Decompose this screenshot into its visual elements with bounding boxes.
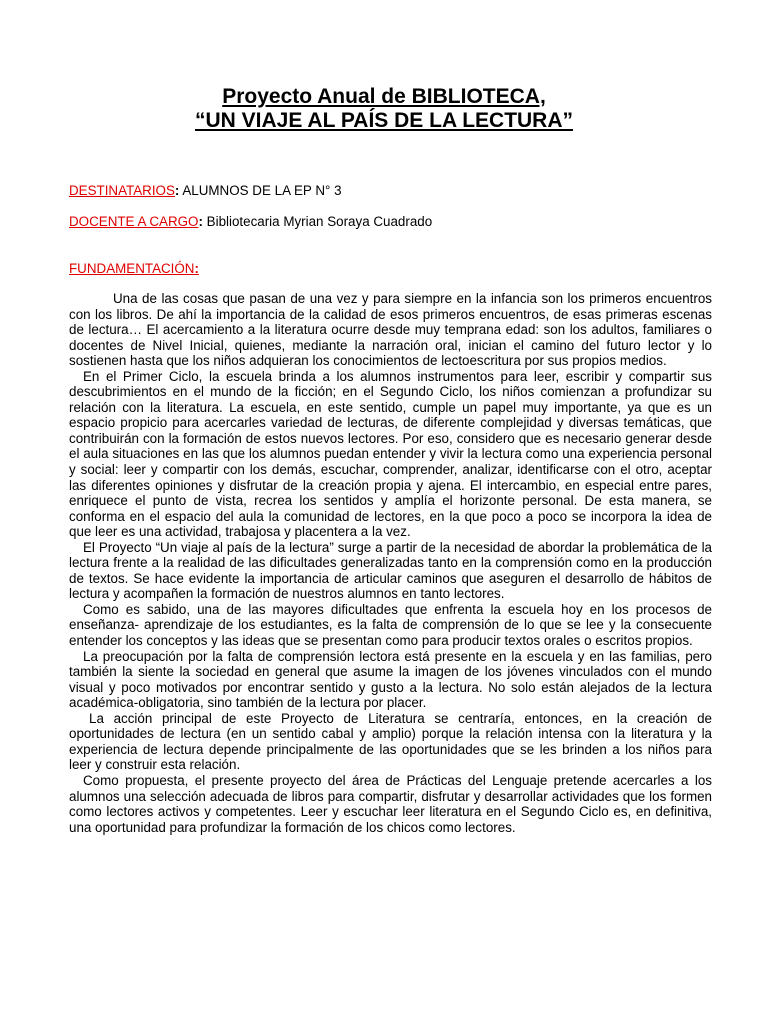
document-title-line-2: “UN VIAJE AL PAÍS DE LA LECTURA” (194, 109, 574, 132)
destinatarios-colon: : (174, 183, 180, 198)
paragraph-6: La acción principal de este Proyecto de Literatura se centraría, entonces, en la creación de oportunidades de lectura (en un sentido cabal y amplio) porque la relación intensa con la literatura y la experiencia de lectura depende principalmente de las oportunidades que se les brinden a los niños para leer y construir esta relación. (69, 710, 712, 773)
document-title-line-1: Proyecto Anual de BIBLIOTECA, (222, 85, 546, 108)
paragraph-4: Como es sabido, una de las mayores dificultades que enfrenta la escuela hoy en los procesos de enseñanza- aprendizaje de los estudiantes, es la falta de comprensión de lo que se lee y la consecuente entender los conceptos y las ideas que se presentan como para producir textos orales o escritos propios. (69, 601, 712, 649)
fundamentacion-body (69, 291, 712, 835)
paragraph-5: La preocupación por la falta de comprensión lectora está presente en la escuela y en las familias, pero también la siente la sociedad en general que asume la imagen de los jóvenes vinculados con el mundo visual y poco motivados por encontrar sentido y gusto a la lectura. No solo están alejados de la lectura académica-obligatoria, sino también de la lectura por placer. (69, 648, 712, 711)
fundamentacion-heading (69, 261, 199, 277)
destinatarios-value: ALUMNOS DE LA EP N° 3 (179, 183, 342, 198)
destinatarios-label: DESTINATARIOS (69, 183, 175, 198)
destinatarios-field (69, 183, 342, 199)
paragraph-3: El Proyecto “Un viaje al país de la lectura” surge a partir de la necesidad de abordar la problemática de la lectura frente a la realidad de las dificultades generalizadas tanto en la comprensión como en la producción de textos. Se hace evidente la importancia de articular caminos que aseguren el desarrollo de hábitos de lectura y acompañen la formación de nuestros alumnos en tanto lectores. (69, 539, 712, 602)
paragraph-2: En el Primer Ciclo, la escuela brinda a los alumnos instrumentos para leer, escribir y compartir sus descubrimientos en el mundo de la ficción; en el Segundo Ciclo, los niños comienzan a profundizar su relación con la literatura. La escuela, en este sentido, cumple un papel muy importante, ya que es un espacio propicio para acercarles variedad de lecturas, de diferente complejidad y diversas temáticas, que contribuirán con la formación de estos nuevos lectores. Por eso, considero que es necesario generar desde el aula situaciones en las que los alumnos puedan entender y vivir la lectura como una experiencia personal y social: leer y compartir con los demás, escuchar, comprender, analizar, identificarse con el otro, aceptar las diferentes opiniones y disfrutar de la creación propia y ajena. El intercambio, en especial entre pares, enriquece el punto de vista, recrea los sentidos y amplía el horizonte personal. De esta manera, se conforma en el espacio del aula la comunidad de lectores, en la que poco a poco se incorpora la idea de que leer es una actividad, trabajosa y placentera a la vez. (69, 368, 712, 540)
paragraph-1: Una de las cosas que pasan de una vez y para siempre en la infancia son los primeros encuentros con los libros. De ahí la importancia de la calidad de esos primeros encuentros, de esas primeras escenas de lectura… El acercamiento a la literatura ocurre desde muy temprana edad: son los adultos, familiares o docentes de Nivel Inicial, quienes, mediante la narración oral, inician el camino del futuro lector y lo sostienen hasta que los niños adquieran los conocimientos de lectoescritura por sus propios medios. (69, 291, 712, 369)
docente-field (69, 214, 432, 230)
docente-colon: : (198, 214, 203, 229)
fundamentacion-label: FUNDAMENTACIÓN (69, 261, 195, 276)
fundamentacion-colon: : (194, 261, 199, 276)
paragraph-7: Como propuesta, el presente proyecto del área de Prácticas del Lenguaje pretende acercarles a los alumnos una selección adecuada de libros para compartir, disfrutar y desarrollar actividades que los formen como lectores activos y competentes. Leer y escuchar leer literatura en el Segundo Ciclo es, en definitiva, una oportunidad para profundizar la formación de los chicos como lectores. (69, 772, 712, 835)
docente-value: Bibliotecaria Myrian Soraya Cuadrado (202, 214, 433, 229)
docente-label: DOCENTE A CARGO (69, 214, 199, 229)
